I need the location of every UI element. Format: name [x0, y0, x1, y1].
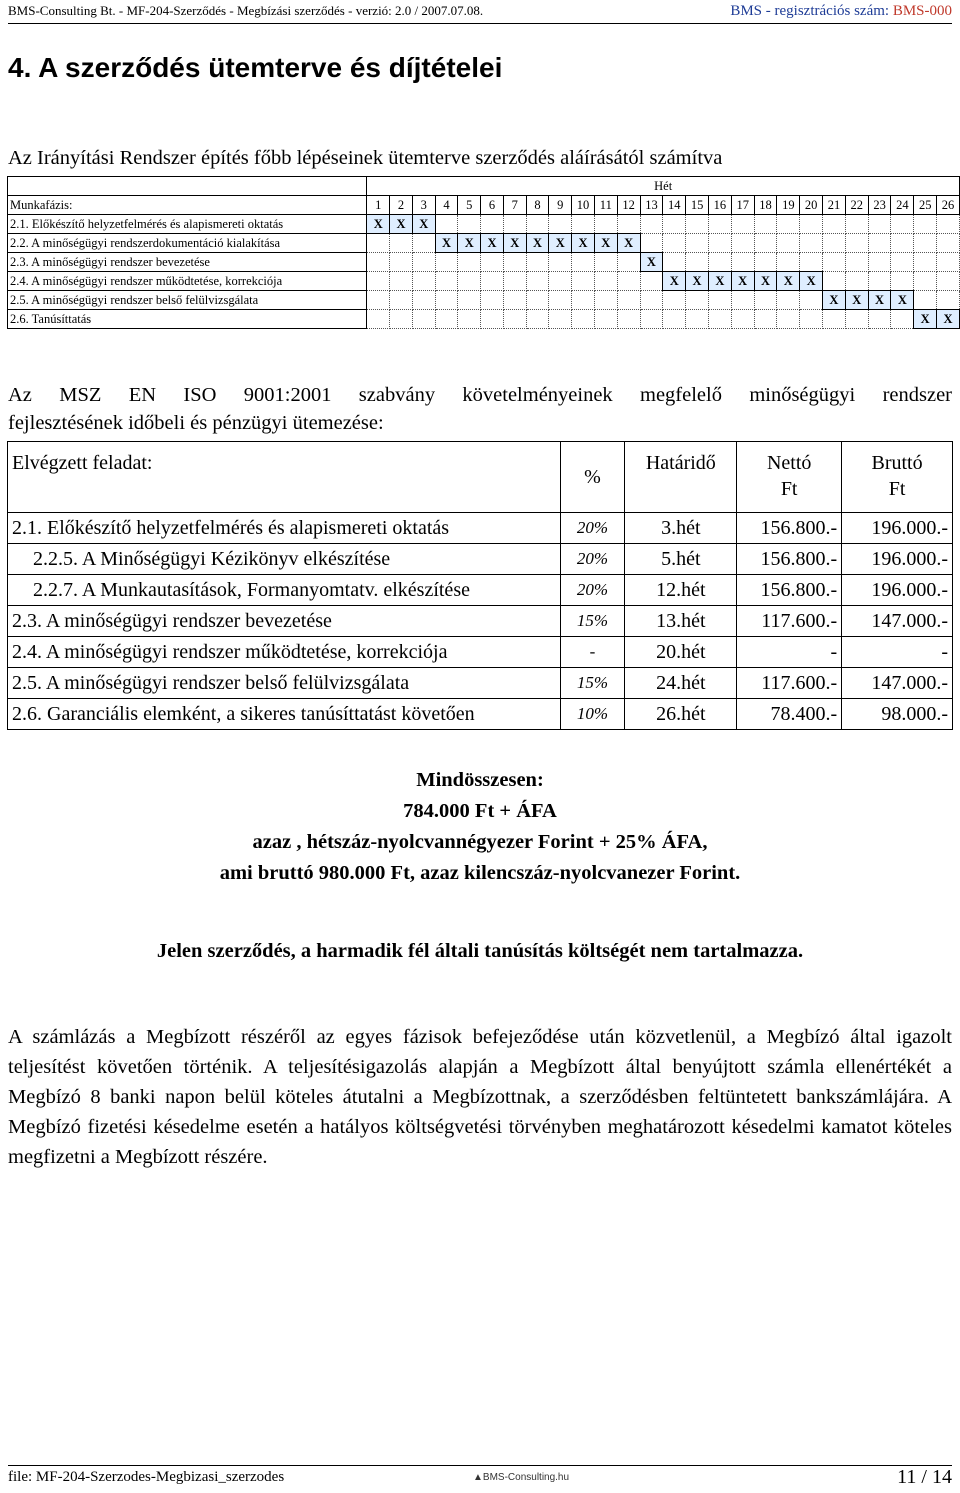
- schedule-empty-cell: [845, 253, 868, 272]
- schedule-empty-cell: [617, 253, 640, 272]
- schedule-empty-cell: [435, 272, 458, 291]
- schedule-empty-cell: [823, 272, 846, 291]
- schedule-empty-cell: [777, 215, 800, 234]
- schedule-empty-cell: [686, 234, 709, 253]
- fee-table-header: [8, 442, 953, 513]
- schedule-empty-cell: [914, 291, 937, 310]
- schedule-empty-cell: [458, 215, 481, 234]
- footer-logo: ▲BMS-Consulting.hu: [473, 1472, 570, 1483]
- fee-gross: 196.000.-: [842, 575, 953, 606]
- schedule-empty-cell: [800, 215, 823, 234]
- schedule-corner: [8, 177, 367, 196]
- header-net: [737, 442, 842, 513]
- schedule-empty-cell: [845, 234, 868, 253]
- schedule-empty-cell: [617, 215, 640, 234]
- schedule-empty-cell: [390, 253, 413, 272]
- schedule-empty-cell: [458, 310, 481, 329]
- schedule-empty-cell: [754, 310, 777, 329]
- fee-net: 156.800.-: [737, 513, 842, 544]
- schedule-empty-cell: [549, 215, 572, 234]
- fee-row: [8, 637, 953, 668]
- fee-gross: 196.000.-: [842, 544, 953, 575]
- schedule-empty-cell: [708, 234, 731, 253]
- fee-percent: 15%: [560, 606, 625, 637]
- schedule-empty-cell: [845, 215, 868, 234]
- fee-deadline: 26.hét: [625, 699, 737, 730]
- schedule-row: [8, 291, 960, 310]
- schedule-empty-cell: [937, 215, 960, 234]
- schedule-empty-cell: [914, 253, 937, 272]
- schedule-empty-cell: [390, 234, 413, 253]
- schedule-mark: X: [823, 291, 846, 310]
- fee-deadline: 3.hét: [625, 513, 737, 544]
- schedule-empty-cell: [503, 272, 526, 291]
- header-net-line2: Ft: [780, 478, 798, 500]
- schedule-mark: X: [845, 291, 868, 310]
- schedule-mark: X: [481, 234, 504, 253]
- header-net-line1: Nettó: [766, 452, 812, 474]
- summary-net-words: azaz , hétszáz-nyolcvannégyezer Forint + 25% ÁFA,: [252, 831, 708, 853]
- page-header: [8, 3, 952, 21]
- schedule-week-number: 11: [594, 196, 617, 215]
- schedule-mark: X: [458, 234, 481, 253]
- fee-net: 78.400.-: [737, 699, 842, 730]
- schedule-empty-cell: [937, 234, 960, 253]
- fee-net: -: [737, 637, 842, 668]
- schedule-row: [8, 272, 960, 291]
- schedule-empty-cell: [390, 310, 413, 329]
- schedule-empty-cell: [937, 253, 960, 272]
- schedule-row: [8, 215, 960, 234]
- header-gross-line1: Bruttó: [871, 452, 923, 474]
- schedule-mark: X: [435, 234, 458, 253]
- fee-intro: [8, 381, 952, 437]
- schedule-empty-cell: [731, 310, 754, 329]
- fee-percent: 20%: [560, 544, 625, 575]
- schedule-empty-cell: [754, 291, 777, 310]
- schedule-empty-cell: [845, 310, 868, 329]
- schedule-empty-cell: [572, 272, 595, 291]
- schedule-week-number: 6: [481, 196, 504, 215]
- schedule-empty-cell: [481, 253, 504, 272]
- schedule-week-number: 17: [731, 196, 754, 215]
- header-registration: [730, 3, 952, 20]
- fee-row: [8, 606, 953, 637]
- fee-percent: -: [560, 637, 625, 668]
- schedule-empty-cell: [754, 234, 777, 253]
- schedule-empty-cell: [731, 253, 754, 272]
- schedule-empty-cell: [412, 310, 435, 329]
- schedule-empty-cell: [663, 310, 686, 329]
- header-gross-line2: Ft: [888, 478, 906, 500]
- schedule-mark: X: [937, 310, 960, 329]
- fee-percent: 20%: [560, 575, 625, 606]
- schedule-mark: X: [708, 272, 731, 291]
- schedule-week-number: 4: [435, 196, 458, 215]
- schedule-empty-cell: [686, 291, 709, 310]
- fee-row: [8, 575, 953, 606]
- schedule-empty-cell: [937, 272, 960, 291]
- schedule-week-number: 5: [458, 196, 481, 215]
- section-title: 4. A szerződés ütemterve és díjtételei: [8, 52, 503, 83]
- fee-percent: 10%: [560, 699, 625, 730]
- schedule-empty-cell: [572, 291, 595, 310]
- schedule-empty-cell: [868, 310, 891, 329]
- summary-gross-words: ami bruttó 980.000 Ft, azaz kilencszáz-nyolcvanezer Forint.: [219, 862, 741, 884]
- page-number: 11 / 14: [897, 1466, 952, 1488]
- schedule-empty-cell: [549, 272, 572, 291]
- schedule-empty-cell: [367, 310, 390, 329]
- schedule-mark: X: [686, 272, 709, 291]
- schedule-empty-cell: [458, 253, 481, 272]
- schedule-empty-cell: [823, 234, 846, 253]
- schedule-empty-cell: [800, 253, 823, 272]
- footer-logo-text: BMS-Consulting.hu: [482, 1472, 570, 1483]
- schedule-empty-cell: [526, 272, 549, 291]
- schedule-empty-cell: [503, 291, 526, 310]
- fee-intro-line1: Az MSZ EN ISO 9001:2001 szabvány követelményeinek megfelelő minőségügyi rendszer: [8, 384, 952, 406]
- schedule-week-number: 1: [367, 196, 390, 215]
- total-summary: [0, 765, 960, 889]
- schedule-phase-label: Munkafázis:: [8, 196, 367, 215]
- fee-deadline: 12.hét: [625, 575, 737, 606]
- header-registration-code: BMS-000: [892, 3, 952, 19]
- schedule-empty-cell: [777, 291, 800, 310]
- billing-paragraph: A számlázás a Megbízott részéről az egyes fázisok befejeződése után közvetlenül, a Megbízó által igazolt teljesítést követően történik. A teljesítésigazolás alapján a Megbízott által benyújtott számla ellenértékét a Megbízó 8 banki napon belül köteles átutalni a Megbízottnak, a szerződésben feltüntetett bankszámlájára. A Megbízó fizetési késedelme esetén a hatályos költségvetési törvényben meghatározott késedelmi kamatot köteles megfizetni a Megbízott részére.: [8, 1026, 952, 1168]
- schedule-empty-cell: [800, 310, 823, 329]
- schedule-mark: X: [663, 272, 686, 291]
- schedule-week-number: 20: [800, 196, 823, 215]
- schedule-mark: X: [367, 215, 390, 234]
- schedule-empty-cell: [686, 253, 709, 272]
- schedule-empty-cell: [708, 291, 731, 310]
- schedule-empty-cell: [914, 272, 937, 291]
- schedule-empty-cell: [663, 234, 686, 253]
- fee-gross: -: [842, 637, 953, 668]
- schedule-empty-cell: [640, 310, 663, 329]
- schedule-week-number: 10: [572, 196, 595, 215]
- schedule-empty-cell: [708, 253, 731, 272]
- fee-task: 2.4. A minőségügyi rendszer működtetése, korrekciója: [8, 637, 561, 668]
- header-task: Elvégzett feladat:: [8, 442, 561, 513]
- footer-divider: [8, 1465, 952, 1466]
- schedule-mark: X: [572, 234, 595, 253]
- schedule-week-number: 18: [754, 196, 777, 215]
- fee-gross: 147.000.-: [842, 668, 953, 699]
- schedule-empty-cell: [367, 253, 390, 272]
- fee-task: 2.5. A minőségügyi rendszer belső felülvizsgálata: [8, 668, 561, 699]
- certification-cost-note: Jelen szerződés, a harmadik fél általi tanúsítás költségét nem tartalmazza.: [156, 940, 804, 962]
- schedule-empty-cell: [823, 215, 846, 234]
- schedule-mark: X: [617, 234, 640, 253]
- schedule-row-label: 2.4. A minőségügyi rendszer működtetése, korrekciója: [8, 272, 367, 291]
- schedule-empty-cell: [549, 310, 572, 329]
- schedule-empty-cell: [458, 291, 481, 310]
- schedule-empty-cell: [481, 272, 504, 291]
- schedule-empty-cell: [367, 291, 390, 310]
- schedule-mark: X: [526, 234, 549, 253]
- schedule-empty-cell: [435, 310, 458, 329]
- fee-deadline: 20.hét: [625, 637, 737, 668]
- schedule-week-number: 16: [708, 196, 731, 215]
- fee-net: 117.600.-: [737, 668, 842, 699]
- schedule-row-label: 2.6. Tanúsíttatás: [8, 310, 367, 329]
- schedule-week-number: 14: [663, 196, 686, 215]
- schedule-row: [8, 234, 960, 253]
- schedule-week-number: 22: [845, 196, 868, 215]
- schedule-week-number: 21: [823, 196, 846, 215]
- schedule-empty-cell: [572, 310, 595, 329]
- schedule-empty-cell: [572, 215, 595, 234]
- summary-net-total: 784.000 Ft + ÁFA: [403, 800, 557, 822]
- schedule-empty-cell: [481, 291, 504, 310]
- schedule-empty-cell: [754, 215, 777, 234]
- fee-gross: 147.000.-: [842, 606, 953, 637]
- schedule-mark: X: [754, 272, 777, 291]
- schedule-empty-cell: [731, 215, 754, 234]
- schedule-empty-cell: [731, 234, 754, 253]
- schedule-empty-cell: [777, 234, 800, 253]
- header-divider: [8, 23, 952, 24]
- schedule-empty-cell: [845, 272, 868, 291]
- schedule-mark: X: [640, 253, 663, 272]
- schedule-empty-cell: [367, 234, 390, 253]
- fee-net: 156.800.-: [737, 575, 842, 606]
- schedule-mark: X: [891, 291, 914, 310]
- fee-gross: 98.000.-: [842, 699, 953, 730]
- schedule-week-number: 23: [868, 196, 891, 215]
- schedule-empty-cell: [640, 215, 663, 234]
- schedule-empty-cell: [549, 291, 572, 310]
- schedule-empty-cell: [526, 215, 549, 234]
- schedule-empty-cell: [891, 272, 914, 291]
- schedule-empty-cell: [617, 291, 640, 310]
- header-gross: [842, 442, 953, 513]
- schedule-mark: X: [914, 310, 937, 329]
- schedule-week-number: 24: [891, 196, 914, 215]
- schedule-empty-cell: [572, 253, 595, 272]
- schedule-empty-cell: [891, 215, 914, 234]
- schedule-empty-cell: [367, 272, 390, 291]
- summary-label: Mindösszesen:: [416, 769, 544, 791]
- schedule-empty-cell: [617, 272, 640, 291]
- schedule-empty-cell: [800, 234, 823, 253]
- fee-task: 2.3. A minőségügyi rendszer bevezetése: [8, 606, 561, 637]
- fee-gross: 196.000.-: [842, 513, 953, 544]
- fee-task: 2.1. Előkészítő helyzetfelmérés és alapismereti oktatás: [8, 513, 561, 544]
- schedule-mark: X: [868, 291, 891, 310]
- schedule-week-number: 9: [549, 196, 572, 215]
- schedule-het-label: Hét: [367, 177, 960, 196]
- schedule-row-label: 2.5. A minőségügyi rendszer belső felülvizsgálata: [8, 291, 367, 310]
- schedule-week-number: 13: [640, 196, 663, 215]
- fee-task: 2.2.7. A Munkautasítások, Formanyomtatv. elkészítése: [8, 575, 561, 606]
- fee-deadline: 24.hét: [625, 668, 737, 699]
- schedule-empty-cell: [503, 253, 526, 272]
- schedule-mark: X: [503, 234, 526, 253]
- fee-net: 117.600.-: [737, 606, 842, 637]
- schedule-empty-cell: [708, 310, 731, 329]
- schedule-mark: X: [731, 272, 754, 291]
- schedule-empty-cell: [868, 272, 891, 291]
- schedule-mark: X: [800, 272, 823, 291]
- schedule-empty-cell: [412, 234, 435, 253]
- schedule-empty-cell: [481, 215, 504, 234]
- fee-task: 2.6. Garanciális elemként, a sikeres tanúsíttatást követően: [8, 699, 561, 730]
- schedule-empty-cell: [594, 272, 617, 291]
- schedule-empty-cell: [937, 291, 960, 310]
- schedule-empty-cell: [823, 253, 846, 272]
- schedule-mark: X: [549, 234, 572, 253]
- schedule-empty-cell: [526, 291, 549, 310]
- fee-percent: 15%: [560, 668, 625, 699]
- schedule-empty-cell: [868, 253, 891, 272]
- fee-intro-line2: fejlesztésének időbeli és pénzügyi ütemezése:: [8, 412, 384, 434]
- schedule-week-number: 7: [503, 196, 526, 215]
- schedule-empty-cell: [777, 310, 800, 329]
- schedule-empty-cell: [891, 234, 914, 253]
- schedule-empty-cell: [891, 310, 914, 329]
- schedule-empty-cell: [594, 215, 617, 234]
- schedule-mark: X: [594, 234, 617, 253]
- schedule-empty-cell: [868, 215, 891, 234]
- schedule-title: Az Irányítási Rendszer építés főbb lépéseinek ütemterve szerződés aláírásától számítva: [8, 147, 723, 169]
- schedule-empty-cell: [435, 253, 458, 272]
- schedule-empty-cell: [526, 253, 549, 272]
- schedule-mark: X: [412, 215, 435, 234]
- schedule-empty-cell: [663, 253, 686, 272]
- schedule-week-number: 26: [937, 196, 960, 215]
- schedule-row: [8, 253, 960, 272]
- schedule-empty-cell: [481, 310, 504, 329]
- schedule-empty-cell: [731, 291, 754, 310]
- schedule-empty-cell: [503, 310, 526, 329]
- fee-row: [8, 699, 953, 730]
- fee-table: [7, 441, 953, 730]
- schedule-empty-cell: [549, 253, 572, 272]
- schedule-mark: X: [390, 215, 413, 234]
- schedule-mark: X: [777, 272, 800, 291]
- header-deadline: Határidő: [625, 442, 737, 513]
- fee-deadline: 5.hét: [625, 544, 737, 575]
- schedule-week-number: 3: [412, 196, 435, 215]
- schedule-week-number: 8: [526, 196, 549, 215]
- schedule-empty-cell: [594, 253, 617, 272]
- fee-net: 156.800.-: [737, 544, 842, 575]
- schedule-empty-cell: [823, 310, 846, 329]
- schedule-empty-cell: [686, 310, 709, 329]
- schedule-empty-cell: [663, 291, 686, 310]
- header-registration-prefix: BMS - regisztrációs szám:: [730, 3, 893, 19]
- schedule-empty-cell: [526, 310, 549, 329]
- header-percent: %: [560, 442, 625, 513]
- page-footer: [8, 1466, 952, 1489]
- schedule-week-number: 12: [617, 196, 640, 215]
- schedule-empty-cell: [708, 215, 731, 234]
- schedule-empty-cell: [868, 234, 891, 253]
- schedule-row-label: 2.3. A minőségügyi rendszer bevezetése: [8, 253, 367, 272]
- schedule-empty-cell: [800, 291, 823, 310]
- fee-row: [8, 544, 953, 575]
- schedule-empty-cell: [390, 291, 413, 310]
- schedule-empty-cell: [914, 234, 937, 253]
- fee-row: [8, 513, 953, 544]
- schedule-empty-cell: [412, 272, 435, 291]
- schedule-empty-cell: [617, 310, 640, 329]
- fee-deadline: 13.hét: [625, 606, 737, 637]
- header-document-info: BMS-Consulting Bt. - MF-204-Szerződés - Megbízási szerződés - verzió: 2.0 / 2007.07.08.: [8, 3, 484, 18]
- schedule-empty-cell: [891, 253, 914, 272]
- schedule-empty-cell: [594, 291, 617, 310]
- schedule-empty-cell: [640, 291, 663, 310]
- schedule-empty-cell: [458, 272, 481, 291]
- schedule-empty-cell: [663, 215, 686, 234]
- schedule-empty-cell: [594, 310, 617, 329]
- schedule-empty-cell: [435, 215, 458, 234]
- schedule-week-number: 19: [777, 196, 800, 215]
- schedule-week-row: [8, 196, 960, 215]
- fee-percent: 20%: [560, 513, 625, 544]
- schedule-week-number: 2: [390, 196, 413, 215]
- schedule-empty-cell: [754, 253, 777, 272]
- schedule-empty-cell: [914, 215, 937, 234]
- schedule-row: [8, 310, 960, 329]
- schedule-table: [7, 176, 960, 329]
- schedule-empty-cell: [412, 253, 435, 272]
- fee-task: 2.2.5. A Minőségügyi Kézikönyv elkészítése: [8, 544, 561, 575]
- schedule-empty-cell: [435, 291, 458, 310]
- schedule-empty-cell: [412, 291, 435, 310]
- schedule-week-number: 15: [686, 196, 709, 215]
- schedule-row-label: 2.2. A minőségügyi rendszerdokumentáció kialakítása: [8, 234, 367, 253]
- schedule-empty-cell: [640, 272, 663, 291]
- footer-file: file: MF-204-Szerzodes-Megbizasi_szerzodes: [8, 1469, 285, 1485]
- schedule-empty-cell: [390, 272, 413, 291]
- schedule-empty-cell: [640, 234, 663, 253]
- schedule-empty-cell: [777, 253, 800, 272]
- schedule-row-label: 2.1. Előkészítő helyzetfelmérés és alapismereti oktatás: [8, 215, 367, 234]
- schedule-week-number: 25: [914, 196, 937, 215]
- schedule-het-row: [8, 177, 960, 196]
- schedule-empty-cell: [686, 215, 709, 234]
- fee-row: [8, 668, 953, 699]
- schedule-empty-cell: [503, 215, 526, 234]
